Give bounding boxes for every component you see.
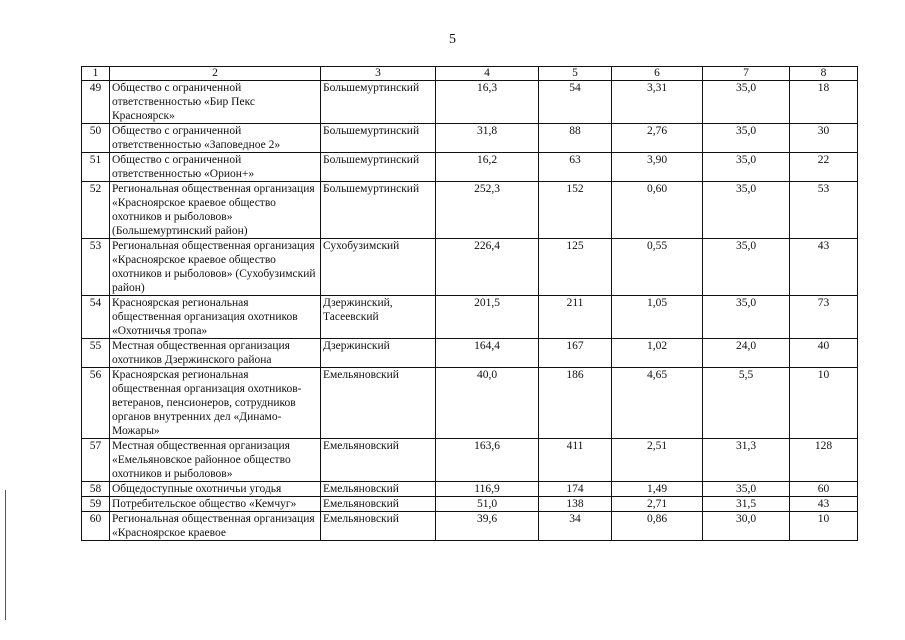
- district: Емельяновский: [321, 497, 436, 512]
- organization-name: Региональная общественная организация «Красноярское краевое: [110, 512, 321, 541]
- row-number: 54: [82, 296, 110, 339]
- registry-table: [81, 66, 858, 541]
- cell-col7: 30,0: [703, 512, 790, 541]
- cell-col7: 35,0: [703, 239, 790, 296]
- header-cell: 8: [790, 67, 858, 81]
- cell-col4: 16,2: [436, 153, 539, 182]
- cell-col5: 63: [539, 153, 612, 182]
- cell-col5: 167: [539, 339, 612, 368]
- cell-col6: 2,76: [612, 124, 703, 153]
- table-row: [82, 439, 858, 482]
- cell-col5: 174: [539, 482, 612, 497]
- row-number: 58: [82, 482, 110, 497]
- organization-name: Общество с ограниченной ответственностью «Орион+»: [110, 153, 321, 182]
- cell-col5: 88: [539, 124, 612, 153]
- table-row: [82, 124, 858, 153]
- cell-col6: 0,60: [612, 182, 703, 239]
- organization-name: Общество с ограниченной ответственностью «Бир Пекс Красноярск»: [110, 81, 321, 124]
- cell-col5: 34: [539, 512, 612, 541]
- district: Большемуртинский: [321, 81, 436, 124]
- cell-col8: 73: [790, 296, 858, 339]
- organization-name: Общедоступные охотничьи угодья: [110, 482, 321, 497]
- cell-col7: 35,0: [703, 124, 790, 153]
- row-number: 50: [82, 124, 110, 153]
- header-cell: 1: [82, 67, 110, 81]
- organization-name: Потребительское общество «Кемчуг»: [110, 497, 321, 512]
- table-row: [82, 81, 858, 124]
- district: Большемуртинский: [321, 153, 436, 182]
- cell-col6: 0,86: [612, 512, 703, 541]
- district: Сухобузимский: [321, 239, 436, 296]
- table-row: [82, 239, 858, 296]
- organization-name: Местная общественная организация «Емельяновское районное общество охотников и рыболовов»: [110, 439, 321, 482]
- cell-col8: 40: [790, 339, 858, 368]
- cell-col7: 31,3: [703, 439, 790, 482]
- cell-col7: 5,5: [703, 368, 790, 439]
- cell-col4: 51,0: [436, 497, 539, 512]
- cell-col8: 30: [790, 124, 858, 153]
- table-row: [82, 482, 858, 497]
- row-number: 56: [82, 368, 110, 439]
- row-number: 52: [82, 182, 110, 239]
- cell-col5: 125: [539, 239, 612, 296]
- cell-col5: 152: [539, 182, 612, 239]
- cell-col5: 186: [539, 368, 612, 439]
- district: Емельяновский: [321, 368, 436, 439]
- organization-name: Региональная общественная организация «Красноярское краевое общество охотников и рыболовов» (Сухобузимский район): [110, 239, 321, 296]
- row-number: 59: [82, 497, 110, 512]
- cell-col4: 201,5: [436, 296, 539, 339]
- district: Большемуртинский: [321, 124, 436, 153]
- row-number: 53: [82, 239, 110, 296]
- cell-col4: 39,6: [436, 512, 539, 541]
- district: Емельяновский: [321, 439, 436, 482]
- cell-col8: 53: [790, 182, 858, 239]
- header-cell: 4: [436, 67, 539, 81]
- page-number: 5: [449, 32, 456, 47]
- cell-col8: 128: [790, 439, 858, 482]
- cell-col6: 1,02: [612, 339, 703, 368]
- cell-col6: 1,05: [612, 296, 703, 339]
- table-row: [82, 368, 858, 439]
- cell-col6: 4,65: [612, 368, 703, 439]
- row-number: 55: [82, 339, 110, 368]
- table-row: [82, 296, 858, 339]
- header-cell: 2: [110, 67, 321, 81]
- cell-col4: 164,4: [436, 339, 539, 368]
- row-number: 49: [82, 81, 110, 124]
- header-cell: 3: [321, 67, 436, 81]
- cell-col4: 252,3: [436, 182, 539, 239]
- organization-name: Красноярская региональная общественная организация охотников-ветеранов, пенсионеров, сотрудников органов внутренних дел «Динамо-Можары»: [110, 368, 321, 439]
- cell-col7: 35,0: [703, 296, 790, 339]
- header-cell: 6: [612, 67, 703, 81]
- cell-col4: 31,8: [436, 124, 539, 153]
- cell-col6: 3,31: [612, 81, 703, 124]
- cell-col5: 138: [539, 497, 612, 512]
- cell-col6: 1,49: [612, 482, 703, 497]
- organization-name: Региональная общественная организация «Красноярское краевое общество охотников и рыболовов» (Большемуртинский район): [110, 182, 321, 239]
- cell-col7: 35,0: [703, 81, 790, 124]
- cell-col8: 10: [790, 512, 858, 541]
- cell-col8: 43: [790, 497, 858, 512]
- cell-col8: 60: [790, 482, 858, 497]
- header-row: [82, 67, 858, 81]
- scan-edge-line: [5, 490, 6, 620]
- row-number: 57: [82, 439, 110, 482]
- cell-col6: 2,71: [612, 497, 703, 512]
- table-row: [82, 497, 858, 512]
- cell-col5: 54: [539, 81, 612, 124]
- organization-name: Общество с ограниченной ответственностью «Заповедное 2»: [110, 124, 321, 153]
- header-cell: 5: [539, 67, 612, 81]
- table-row: [82, 182, 858, 239]
- cell-col7: 35,0: [703, 182, 790, 239]
- row-number: 60: [82, 512, 110, 541]
- header-cell: 7: [703, 67, 790, 81]
- organization-name: Красноярская региональная общественная организация охотников «Охотничья тропа»: [110, 296, 321, 339]
- cell-col5: 211: [539, 296, 612, 339]
- cell-col8: 22: [790, 153, 858, 182]
- cell-col7: 35,0: [703, 153, 790, 182]
- district: Дзержинский: [321, 339, 436, 368]
- cell-col4: 116,9: [436, 482, 539, 497]
- cell-col7: 35,0: [703, 482, 790, 497]
- cell-col4: 163,6: [436, 439, 539, 482]
- cell-col6: 3,90: [612, 153, 703, 182]
- cell-col6: 0,55: [612, 239, 703, 296]
- cell-col4: 16,3: [436, 81, 539, 124]
- cell-col4: 226,4: [436, 239, 539, 296]
- row-number: 51: [82, 153, 110, 182]
- cell-col7: 31,5: [703, 497, 790, 512]
- table-row: [82, 512, 858, 541]
- cell-col8: 10: [790, 368, 858, 439]
- cell-col5: 411: [539, 439, 612, 482]
- table-row: [82, 153, 858, 182]
- table-row: [82, 339, 858, 368]
- district: Дзержинский, Тасеевский: [321, 296, 436, 339]
- cell-col8: 18: [790, 81, 858, 124]
- cell-col7: 24,0: [703, 339, 790, 368]
- cell-col4: 40,0: [436, 368, 539, 439]
- cell-col6: 2,51: [612, 439, 703, 482]
- organization-name: Местная общественная организация охотников Дзержинского района: [110, 339, 321, 368]
- cell-col8: 43: [790, 239, 858, 296]
- district: Большемуртинский: [321, 182, 436, 239]
- district: Емельяновский: [321, 512, 436, 541]
- district: Емельяновский: [321, 482, 436, 497]
